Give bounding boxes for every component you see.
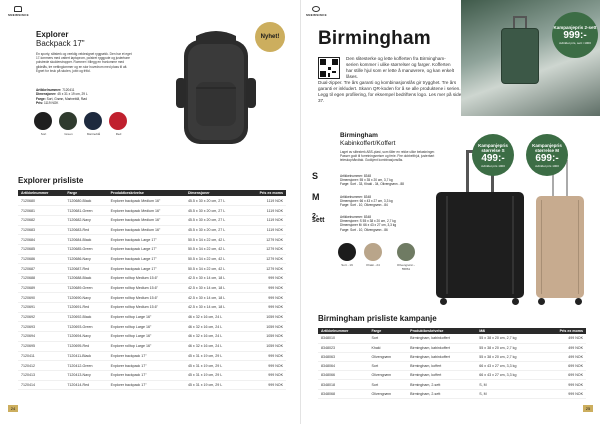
- table-cell: 8348068: [318, 389, 368, 398]
- table-cell: Explorer backpack 17": [108, 361, 185, 371]
- pricelist-title: Explorer prisliste: [18, 176, 84, 185]
- table-cell: 999 NOK: [542, 380, 586, 389]
- table-cell: 7120695-Red: [64, 341, 107, 351]
- intro-description-2: Dual-zipper. Tre års garanti og kombinasjonslås gir trygghet. Tre års garanti er inkludert. Skann QR-koden for å se alle produktene i serien. Legg til egen profilering, for eksempel bedriftens logo. Les mer på side 37.: [318, 80, 462, 103]
- table-cell: 7120681: [18, 206, 64, 216]
- table-row: [18, 341, 286, 351]
- swatch-khaki[interactable]: Khaki - 24: [364, 243, 382, 267]
- promo-badge-size-m: Kampanjepris størrelse M 699:- Avbildet pris 1000: [526, 134, 568, 176]
- swatch-red[interactable]: Red: [109, 112, 128, 136]
- page-title: Birmingham: [318, 28, 431, 49]
- intro-description: Den slitesterke og lette kofferten fra Birmingham-serien kommer i ulike størrelser og farger. Kofferten har stille hjul som er lette å manøvrere, og kan enkelt låses.: [346, 56, 455, 79]
- table-cell: 7120686-Navy: [64, 254, 107, 264]
- table-cell: 45.5 x 30 x 20 cm, 27 L: [185, 206, 245, 216]
- spec-row: Artikkelnummer: 7120411: [36, 88, 75, 92]
- table-cell: Explorer rolltop Large 16": [108, 341, 185, 351]
- table-cell: 7120692-Black: [64, 312, 107, 322]
- table-cell: 999 NOK: [245, 351, 286, 361]
- table-cell: 7120695: [18, 341, 64, 351]
- table-cell: Explorer backpack Medium 16": [108, 206, 185, 216]
- table-cell: 999 NOK: [245, 380, 286, 390]
- table-cell: 46 x 32 x 16 cm, 24 L: [185, 312, 245, 322]
- table-cell: 45.5 x 30 x 20 cm, 27 L: [185, 215, 245, 225]
- spec-row: Farge: Sort, Grønn, Marineblå, Rød: [36, 96, 87, 101]
- table-cell: 7120694-Navy: [64, 332, 107, 342]
- swatch-navy[interactable]: Marineblå: [84, 112, 103, 136]
- table-cell: 7120684: [18, 235, 64, 245]
- backpack-image: [166, 28, 266, 150]
- table-cell: 46 x 32 x 16 cm, 24 L: [185, 332, 245, 342]
- qr-code-icon[interactable]: [318, 57, 340, 79]
- table-cell: 7120413: [18, 370, 64, 380]
- table-cell: 1059 NOK: [245, 341, 286, 351]
- table-cell: 1279 NOK: [245, 244, 286, 254]
- brand-logo-right: [306, 6, 327, 17]
- suitcase-khaki-image: [536, 160, 584, 306]
- table-row: [18, 274, 286, 284]
- table-cell: 66 x 43 x 27 cm, 3,3 kg: [476, 371, 541, 380]
- brand-logo-icon: [312, 6, 320, 12]
- product-subtitle: Backpack 17": [36, 39, 85, 48]
- table-row: [18, 312, 286, 322]
- table-cell: 46 x 32 x 16 cm, 24 L: [185, 322, 245, 332]
- table-cell: Explorer rolltop Medium 15.6": [108, 283, 185, 293]
- table-cell: 8348063: [318, 352, 368, 361]
- table-cell: 50.5 x 34 x 22 cm, 42 L: [185, 235, 245, 245]
- table-cell: 1119 NOK: [245, 225, 286, 235]
- table-cell: 55 x 38 x 20 cm, 2,7 kg: [476, 343, 541, 352]
- table-cell: 7120693: [18, 322, 64, 332]
- table-row: [18, 293, 286, 303]
- table-cell: 7120694: [18, 332, 64, 342]
- table-cell: Olivengrønn: [368, 389, 407, 398]
- table-row: [18, 370, 286, 380]
- page-number: 24: [8, 405, 18, 412]
- table-cell: 7120412: [18, 361, 64, 371]
- table-cell: 1059 NOK: [245, 332, 286, 342]
- table-cell: 8348010: [318, 334, 368, 343]
- table-row: [18, 380, 286, 390]
- suitcase-subtitle: Kabinkoffert/Koffert: [340, 140, 396, 147]
- table-cell: 999 NOK: [245, 361, 286, 371]
- table-row: [18, 322, 286, 332]
- table-cell: Explorer backpack Medium 16": [108, 215, 185, 225]
- table-cell: 7120680: [18, 196, 64, 206]
- table-cell: 499 NOK: [542, 343, 586, 352]
- table-cell: 999 NOK: [542, 389, 586, 398]
- table-cell: Khaki: [368, 343, 407, 352]
- table-cell: Birmingham, kabinkoffert: [407, 334, 476, 343]
- table-cell: Explorer rolltop Medium 15.6": [108, 293, 185, 303]
- table-cell: 499 NOK: [542, 352, 586, 361]
- table-cell: 45.5 x 30 x 20 cm, 27 L: [185, 225, 245, 235]
- suitcase-description: Laget av slitesterk ABS-plast, som tåler en rekke ulike belastninger. Passer godt til forretningsreiser og ferie. Fire dobbelthjul, justerbart teleskophåndtak. Godkjent kombinasjonslås.: [340, 150, 435, 163]
- table-cell: 42.5 x 30 x 14 cm, 18 L: [185, 303, 245, 313]
- table-cell: 50.5 x 34 x 22 cm, 42 L: [185, 244, 245, 254]
- table-cell: 7120690-Navy: [64, 293, 107, 303]
- table-cell: Explorer rolltop Medium 15.6": [108, 303, 185, 313]
- table-cell: S, M: [476, 380, 541, 389]
- pricelist-title-right: Birmingham prisliste kampanje: [318, 314, 437, 323]
- table-cell: 7120682: [18, 215, 64, 225]
- swatch-black[interactable]: Sort - 19: [338, 243, 356, 267]
- table-cell: 45.5 x 30 x 20 cm, 27 L: [185, 196, 245, 206]
- spec-row: Pris: 1119 NOK: [36, 101, 59, 106]
- table-cell: Explorer rolltop Large 16": [108, 312, 185, 322]
- table-cell: Sort: [368, 334, 407, 343]
- table-cell: S, M: [476, 389, 541, 398]
- product-specs: [36, 88, 136, 106]
- table-cell: Explorer backpack Large 17": [108, 254, 185, 264]
- table-cell: 45 x 31 x 19 cm, 29 L: [185, 370, 245, 380]
- table-cell: 50.5 x 34 x 22 cm, 42 L: [185, 254, 245, 264]
- table-row: [18, 254, 286, 264]
- table-row: [318, 334, 586, 343]
- table-cell: 7120680-Black: [64, 196, 107, 206]
- table-cell: 7120690: [18, 293, 64, 303]
- table-cell: Olivengrønn: [368, 352, 407, 361]
- promo-badge-size-s: Kampanjepris størrelse S 499:- Avbildet pris 1000: [472, 134, 514, 176]
- table-cell: 7120684-Black: [64, 235, 107, 245]
- table-cell: Explorer rolltop Large 16": [108, 332, 185, 342]
- table-row: [18, 332, 286, 342]
- table-cell: 7120687-Red: [64, 264, 107, 274]
- table-cell: 7120414-Red: [64, 380, 107, 390]
- table-cell: Explorer backpack Large 17": [108, 264, 185, 274]
- table-cell: 7120691: [18, 303, 64, 313]
- table-cell: 7120692: [18, 312, 64, 322]
- table-row: [18, 196, 286, 206]
- table-cell: 45 x 31 x 19 cm, 29 L: [185, 361, 245, 371]
- table-cell: Explorer backpack Large 17": [108, 235, 185, 245]
- table-cell: Olivengrønn: [368, 371, 407, 380]
- table-cell: 999 NOK: [245, 370, 286, 380]
- table-cell: 7120683-Red: [64, 225, 107, 235]
- table-cell: 7120693-Green: [64, 322, 107, 332]
- brand-logo-text: SNEWSINCE: [8, 13, 29, 17]
- table-cell: Explorer rolltop Large 16": [108, 322, 185, 332]
- table-cell: Explorer backpack Medium 16": [108, 196, 185, 206]
- table-cell: 55 x 38 x 20 cm, 2,7 kg: [476, 352, 541, 361]
- color-swatches: [34, 112, 128, 136]
- table-cell: Birmingham, 2-sett: [407, 389, 476, 398]
- table-cell: Sort: [368, 380, 407, 389]
- table-header-row: Artikkelnummer Farge Produktbeskrivelse Dimensjoner Pris ex moms: [18, 190, 286, 196]
- table-cell: 8348023: [318, 343, 368, 352]
- table-cell: 8348064: [318, 362, 368, 371]
- table-cell: 1119 NOK: [245, 196, 286, 206]
- product-description: En sporty, slitsterk og veeldig veldesignet ryggsekk. Den har et eget 17-tommers med vattert laptoprom, polstret ryggpute og justerbare polstrede skulderstropper. Rommer i tillegg en fronlomme med glidelås, tre nettinglommer og en stor hovedrom med plass til alt. Egnet for bruk på skolen, jobb og fritid.: [36, 52, 132, 73]
- table-header-row: Artikkelnummer Farge Produktbeskrivelse Mål Pris ex moms: [318, 328, 586, 334]
- table-row: [18, 283, 286, 293]
- table-cell: 42.5 x 30 x 14 cm, 18 L: [185, 274, 245, 284]
- table-cell: 699 NOK: [542, 371, 586, 380]
- table-cell: 1059 NOK: [245, 312, 286, 322]
- table-cell: 7120689-Green: [64, 283, 107, 293]
- table-row: [18, 303, 286, 313]
- table-cell: 8348018: [318, 380, 368, 389]
- page-number-right: 25: [583, 405, 593, 412]
- promo-badge-2-sett: Kampanjepris 2-sett 999:- Avbildet pris, sett i 1000: [552, 12, 598, 58]
- table-cell: 699 NOK: [542, 362, 586, 371]
- table-cell: 7120414: [18, 380, 64, 390]
- table-cell: 7120413-Navy: [64, 370, 107, 380]
- table-row: [318, 380, 586, 389]
- table-cell: 499 NOK: [542, 334, 586, 343]
- table-row: [18, 351, 286, 361]
- table-cell: 1279 NOK: [245, 264, 286, 274]
- table-cell: 1119 NOK: [245, 215, 286, 225]
- table-row: [318, 389, 586, 398]
- product-title: Explorer: [36, 30, 69, 39]
- table-row: [18, 206, 286, 216]
- table-cell: Birmingham, 2-sett: [407, 380, 476, 389]
- table-row: [318, 371, 586, 380]
- table-cell: 7120681-Green: [64, 206, 107, 216]
- table-cell: 66 x 43 x 27 cm, 3,3 kg: [476, 362, 541, 371]
- table-cell: Birmingham, koffert: [407, 371, 476, 380]
- brand-logo: [8, 6, 29, 17]
- table-row: [318, 362, 586, 371]
- brand-logo-icon: [14, 6, 22, 12]
- table-cell: Birmingham, koffert: [407, 362, 476, 371]
- table-cell: 50.5 x 34 x 22 cm, 42 L: [185, 264, 245, 274]
- table-cell: 999 NOK: [245, 303, 286, 313]
- table-row: [18, 215, 286, 225]
- table-cell: Birmingham, kabinkoffert: [407, 343, 476, 352]
- explorer-price-table: [18, 190, 286, 390]
- table-row: [18, 235, 286, 245]
- suitcase-black-image: [436, 150, 524, 310]
- table-cell: 999 NOK: [245, 274, 286, 284]
- table-cell: 7120411-Black: [64, 351, 107, 361]
- table-cell: 46 x 32 x 16 cm, 24 L: [185, 341, 245, 351]
- table-cell: 1279 NOK: [245, 254, 286, 264]
- table-cell: Birmingham, kabinkoffert: [407, 352, 476, 361]
- table-cell: 7120688: [18, 274, 64, 284]
- table-cell: Explorer backpack 17": [108, 380, 185, 390]
- table-cell: 45 x 31 x 19 cm, 29 L: [185, 380, 245, 390]
- table-cell: 7120683: [18, 225, 64, 235]
- table-cell: 42.5 x 30 x 14 cm, 18 L: [185, 283, 245, 293]
- table-row: [18, 225, 286, 235]
- table-cell: Explorer backpack Large 17": [108, 244, 185, 254]
- table-cell: 999 NOK: [245, 283, 286, 293]
- table-cell: 1279 NOK: [245, 235, 286, 245]
- table-cell: 7120682-Navy: [64, 215, 107, 225]
- suitcase-title: Birmingham: [340, 132, 378, 139]
- table-cell: 7120686: [18, 254, 64, 264]
- brand-logo-text: SNEWSINCE: [306, 13, 327, 17]
- table-cell: 1059 NOK: [245, 322, 286, 332]
- table-cell: 7120691-Red: [64, 303, 107, 313]
- table-cell: 7120688-Black: [64, 274, 107, 284]
- table-cell: Sort: [368, 362, 407, 371]
- table-cell: 1119 NOK: [245, 206, 286, 216]
- table-cell: 7120685-Green: [64, 244, 107, 254]
- table-cell: Explorer backpack Medium 16": [108, 225, 185, 235]
- table-cell: Explorer backpack 17": [108, 370, 185, 380]
- table-cell: 999 NOK: [245, 293, 286, 303]
- table-cell: 7120411: [18, 351, 64, 361]
- swatch-olive[interactable]: Olivengrønn - 55861: [394, 243, 418, 271]
- table-row: [318, 343, 586, 352]
- table-cell: 8348066: [318, 371, 368, 380]
- table-row: [18, 361, 286, 371]
- table-cell: 7120412-Green: [64, 361, 107, 371]
- table-cell: 45 x 31 x 19 cm, 29 L: [185, 351, 245, 361]
- table-cell: 55 x 38 x 20 cm, 2,7 kg: [476, 334, 541, 343]
- birmingham-price-table: [318, 328, 586, 399]
- table-row: [18, 244, 286, 254]
- table-row: [318, 352, 586, 361]
- table-cell: 42.5 x 30 x 14 cm, 18 L: [185, 293, 245, 303]
- table-cell: 7120689: [18, 283, 64, 293]
- spec-row: Dimensjoner: 45 x 31 x 19 cm, 29 L: [36, 92, 88, 97]
- table-cell: 7120687: [18, 264, 64, 274]
- table-row: [18, 264, 286, 274]
- swatch-black[interactable]: Sort: [34, 112, 53, 136]
- table-cell: Explorer rolltop Medium 15.6": [108, 274, 185, 284]
- swatch-green[interactable]: Green: [59, 112, 78, 136]
- table-cell: Explorer backpack 17": [108, 351, 185, 361]
- table-cell: 7120685: [18, 244, 64, 254]
- new-badge: Nyhet!: [255, 22, 285, 52]
